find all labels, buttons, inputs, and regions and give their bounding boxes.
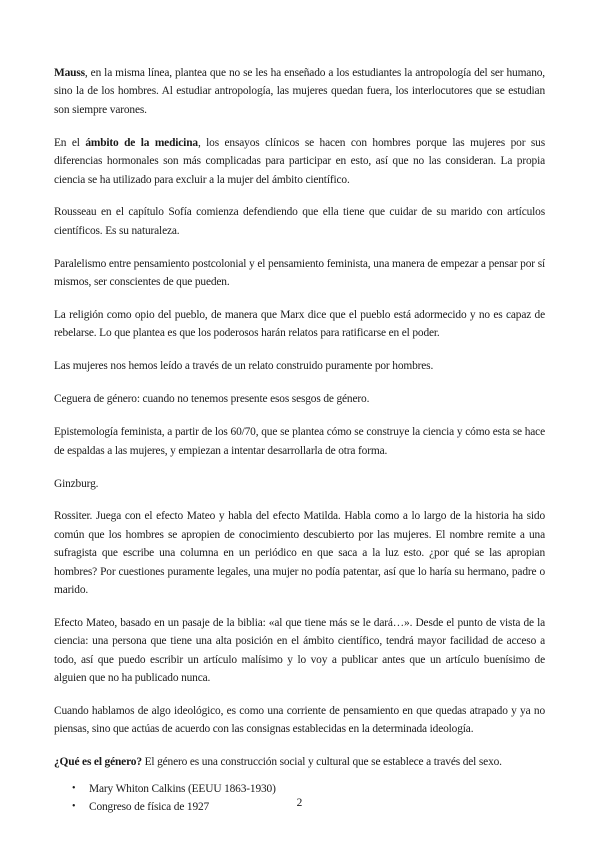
paragraph-rousseau bbox=[54, 203, 545, 240]
list-item-text: Mary Whiton Calkins (EEUU 1863-1930) bbox=[89, 782, 276, 795]
paragraph-text: Las mujeres nos hemos leído a través de un relato construido puramente por hombres. bbox=[54, 360, 434, 373]
paragraph-paralelismo bbox=[54, 255, 545, 292]
bullet-icon: • bbox=[72, 782, 76, 794]
paragraph-ideologia bbox=[54, 702, 545, 739]
bold-term: ¿Qué es el género? bbox=[54, 756, 142, 769]
paragraph-text: Rossiter. Juega con el efecto Mateo y habla del efecto Matilda. Habla como a lo largo de la historia ha sido común que los hombres se apropien de conocimiento descubierto por las mujeres. El nombre remite a una sufragista que escribe una columna en un periódico en que saca a la luz esto. ¿por qué se las apropian hombres? Por cuestiones puramente legales, una mujer no podía patentar, así que lo haría su hermano, padre o marido. bbox=[54, 510, 545, 597]
paragraph-text: Ginzburg. bbox=[54, 477, 99, 490]
paragraph-religion bbox=[54, 306, 545, 343]
bullet-icon: • bbox=[72, 801, 76, 813]
bold-term: Mauss bbox=[54, 67, 85, 79]
paragraph-lead: En el bbox=[54, 136, 86, 149]
page-body bbox=[54, 64, 545, 817]
paragraph-medicina bbox=[54, 134, 545, 189]
paragraph-text: Epistemología feminista, a partir de los 60/70, que se plantea cómo se construye la ciencia y cómo esta se hace de espaldas a las mujeres, y empiezan a intentar desarrollarla de otra forma. bbox=[54, 426, 545, 457]
paragraph-rossiter bbox=[54, 507, 545, 599]
paragraph-text: , en la misma línea, plantea que no se les ha enseñado a los estudiantes la antropología del ser humano, sino la de los hombres. Al estudiar antropología, las mujeres quedan fuera, los interlocutores que se estudian son siempre varones. bbox=[54, 67, 545, 116]
list-item-text: Congreso de física de 1927 bbox=[89, 801, 210, 814]
paragraph-text: Rousseau en el capítulo Sofía comienza defendiendo que ella tiene que cuidar de su marido con artículos científicos. Es su naturaleza. bbox=[54, 206, 545, 237]
paragraph-text: Efecto Mateo, basado en un pasaje de la biblia: «al que tiene más se le dará…». Desde el punto de vista de la ciencia: una persona que tiene una alta posición en el ámbito científico, tendrá mayor facilidad de acceso a todo, así que puedo escribir un artículo malísimo y lo voy a publicar antes que un artículo buenísimo de alguien que no ha publicado nunca. bbox=[54, 616, 545, 685]
paragraph-text: El género es una construcción social y cultural que se establece a través del sexo. bbox=[141, 756, 502, 769]
page-number: 2 bbox=[296, 797, 303, 809]
paragraph-relato bbox=[54, 357, 545, 375]
paragraph-efecto-mateo bbox=[54, 614, 545, 688]
paragraph-text: Paralelismo entre pensamiento postcolonial y el pensamiento feminista, una manera de empezar a pensar por sí mismos, ser conscientes de que pueden. bbox=[54, 257, 545, 289]
paragraph-ceguera bbox=[54, 390, 545, 408]
list-item bbox=[54, 780, 545, 798]
paragraph-text: Ceguera de género: cuando no tenemos presente esos sesgos de género. bbox=[54, 393, 370, 406]
paragraph-text: La religión como opio del pueblo, de manera que Marx dice que el pueblo está adormecido y no es capaz de rebelarse. Lo que plantea es que los poderosos harán relatos para ratificarse en el poder. bbox=[54, 309, 545, 340]
paragraph-genero bbox=[54, 753, 545, 771]
paragraph-epistemologia bbox=[54, 423, 545, 460]
paragraph-ginzburg bbox=[54, 475, 545, 493]
paragraph-text: , los ensayos clínicos se hacen con hombres porque las mujeres por sus diferencias hormonales son más complicadas para participar en esto, así que no las consideran. La propia ciencia se ha utilizado para excluir a la mujer del ámbito científico. bbox=[54, 136, 545, 186]
bold-term: ámbito de la medicina bbox=[85, 136, 198, 149]
paragraph-mauss bbox=[54, 64, 545, 119]
paragraph-text: Cuando hablamos de algo ideológico, es como una corriente de pensamiento en que quedas atrapado y ya no piensas, sino que actúas de acuerdo con las consignas establecidas en la determinada ideología. bbox=[54, 705, 545, 736]
